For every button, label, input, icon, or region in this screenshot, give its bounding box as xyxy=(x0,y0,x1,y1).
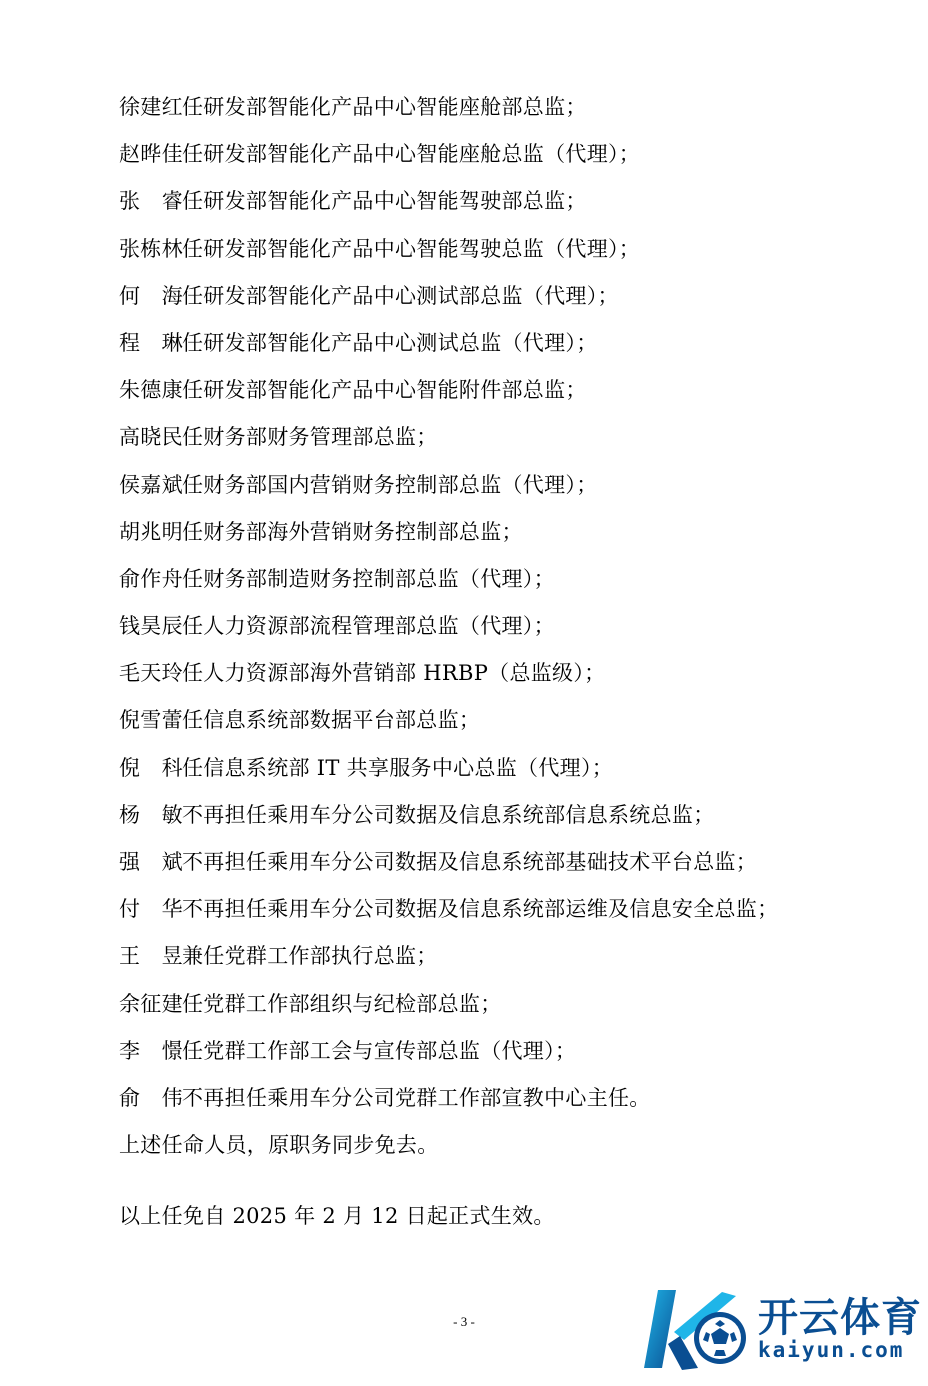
appointment-line xyxy=(119,603,909,650)
closing-note-text: 上述任命人员，原职务同步免去。 xyxy=(119,1133,439,1158)
appointment-line xyxy=(119,697,909,744)
appointment-line xyxy=(119,320,909,367)
appointment-line xyxy=(119,745,909,792)
appointment-line xyxy=(119,1028,909,1075)
person-name: 王 昱 xyxy=(119,944,183,969)
appointment-text: 任党群工作部工会与宣传部总监（代理）； xyxy=(182,1038,577,1063)
appointment-text: 不再担任乘用车分公司数据及信息系统部运维及信息安全总监； xyxy=(182,897,779,922)
person-name: 李 憬 xyxy=(119,1038,183,1063)
appointment-text: 任财务部制造财务控制部总监（代理）； xyxy=(182,566,555,591)
person-name: 余征建 xyxy=(119,991,183,1016)
appointment-line xyxy=(119,84,909,131)
appointment-text: 任研发部智能化产品中心智能座舱部总监； xyxy=(182,95,587,119)
appointment-text: 任财务部国内营销财务控制部总监（代理）； xyxy=(182,472,598,497)
person-name: 胡兆明 xyxy=(119,519,183,544)
appointment-text: 任信息系统部数据平台部总监； xyxy=(182,708,481,733)
person-name: 何 海 xyxy=(119,283,183,308)
appointment-list xyxy=(119,84,909,1169)
person-name: 付 华 xyxy=(119,897,183,922)
appointment-line xyxy=(119,131,909,178)
appointment-line xyxy=(119,462,909,509)
appointment-text: 任人力资源部海外营销部 HRBP（总监级）； xyxy=(182,661,606,686)
appointment-line xyxy=(119,178,909,225)
appointment-line xyxy=(119,650,909,697)
person-name: 赵晔佳 xyxy=(119,142,183,167)
appointment-line xyxy=(119,509,909,556)
person-name: 杨 敏 xyxy=(119,802,183,827)
appointment-line xyxy=(119,792,909,839)
appointment-line xyxy=(119,414,909,461)
appointment-text: 不再担任乘用车分公司党群工作部宣教中心主任。 xyxy=(182,1085,651,1110)
appointment-text: 任研发部智能化产品中心智能驾驶总监（代理）； xyxy=(182,236,641,261)
person-name: 毛天玲 xyxy=(119,661,183,686)
watermark-url: kaiyun.com xyxy=(758,1338,905,1362)
person-name: 钱昊辰 xyxy=(119,614,183,639)
appointment-text: 兼任党群工作部执行总监； xyxy=(182,944,438,969)
appointment-text: 任研发部智能化产品中心智能驾驶部总监； xyxy=(182,189,587,214)
appointment-text: 任研发部智能化产品中心智能附件部总监； xyxy=(182,378,587,403)
person-name: 程 琳 xyxy=(119,330,183,355)
appointment-text: 任党群工作部组织与纪检部总监； xyxy=(182,991,502,1016)
appointment-line xyxy=(119,556,909,603)
person-name: 徐建红 xyxy=(119,95,183,119)
watermark xyxy=(640,1282,922,1378)
person-name: 倪 科 xyxy=(119,755,183,780)
person-name: 高晓民 xyxy=(119,425,183,450)
person-name: 俞作舟 xyxy=(119,566,183,591)
appointment-text: 任人力资源部流程管理部总监（代理）； xyxy=(182,614,555,639)
person-name: 俞 伟 xyxy=(119,1085,183,1110)
appointment-line xyxy=(119,226,909,273)
watermark-brand: 开云体育 xyxy=(758,1295,922,1341)
appointment-text: 任研发部智能化产品中心测试总监（代理）； xyxy=(182,330,598,355)
appointment-line xyxy=(119,273,909,320)
appointment-line xyxy=(119,933,909,980)
person-name: 朱德康 xyxy=(119,378,183,403)
effective-date-note: 以上任免自 2025 年 2 月 12 日起正式生效。 xyxy=(119,1204,555,1228)
appointment-line xyxy=(119,886,909,933)
appointment-line xyxy=(119,367,909,414)
person-name: 倪雪蕾 xyxy=(119,708,183,733)
page-number: - 3 - xyxy=(453,1314,475,1329)
appointment-text: 任信息系统部 IT 共享服务中心总监（代理）； xyxy=(182,755,614,780)
person-name: 侯嘉斌 xyxy=(119,472,183,497)
closing-note xyxy=(119,1122,909,1169)
person-name: 张栋林 xyxy=(119,236,183,261)
appointment-line xyxy=(119,839,909,886)
appointment-text: 任财务部财务管理部总监； xyxy=(182,425,438,450)
appointment-text: 不再担任乘用车分公司数据及信息系统部信息系统总监； xyxy=(182,802,715,827)
appointment-text: 任财务部海外营销财务控制部总监； xyxy=(182,519,523,544)
appointment-text: 任研发部智能化产品中心测试部总监（代理）； xyxy=(182,283,619,308)
person-name: 强 斌 xyxy=(119,850,183,874)
person-name: 张 睿 xyxy=(119,189,183,214)
kaiyun-logo-icon xyxy=(640,1282,758,1378)
appointment-line xyxy=(119,981,909,1028)
appointment-text: 任研发部智能化产品中心智能座舱总监（代理）； xyxy=(182,142,641,167)
appointment-text: 不再担任乘用车分公司数据及信息系统部基础技术平台总监； xyxy=(182,850,758,874)
appointment-line xyxy=(119,1075,909,1122)
